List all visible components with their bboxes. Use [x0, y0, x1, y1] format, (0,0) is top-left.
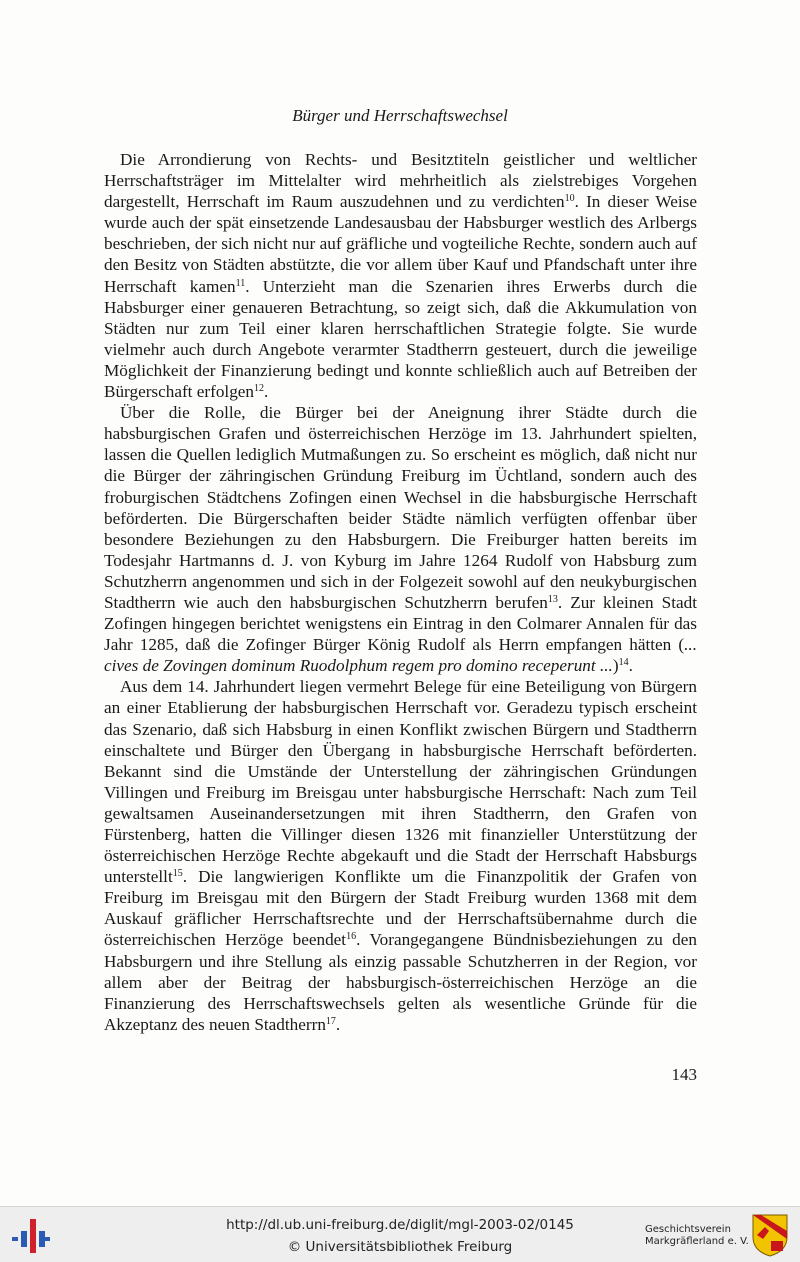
- footnote-ref: 10: [564, 193, 575, 205]
- society-name: [645, 1224, 749, 1248]
- coat-of-arms-icon: [751, 1213, 789, 1257]
- viewer-footer: [0, 1206, 800, 1262]
- text-run: .: [335, 1014, 341, 1034]
- text-run: Die Arrondierung von Rechts- und Besitztiteln geistlicher und weltlicher Herrschaftsträger im Mittelalter wird mehrheitlich als zielstrebiges Vorgehen dargestellt, Herrschaft im Raum auszudehnen und zu verdichten: [104, 150, 697, 212]
- text-run: Aus dem 14. Jahrhundert liegen vermehrt Belege für eine Beteiligung von Bürgern an einer Etablierung der habsburgischen Herrschaft vor. Geradezu typisch erscheint das Szenario, daß sich Habsburg in einen Konflikt zwischen Bürgern und Stadtherrn einschaltete und Bürger den Übergang in habsburgische Herrschaft beförderten. Bekannt sind die Umstände der Unterstellung der zähringischen Gründungen Villingen und Freiburg im Breisgau unter habsburgische Herrschaft: Nach zum Teil gewaltsamen Auseinandersetzungen mit ihren Stadtherrn, den Grafen von Fürstenberg, hatten die Villinger diesen 1326 mit finanzieller Unterstützung der österreichischen Herzöge Rechte abgekauft und die Stadt der Herrschaft Habsburgs unterstellt: [104, 677, 697, 887]
- text-run: . In dieser Weise wurde auch der spät einsetzende Landesausbau der Habsburger westlich des Arlbergs beschrieben, der sich nicht nur auf gräfliche und vogteiliche Rechte, sondern auch auf den Besitz von Städten abstützte, die vor allem über Kauf und Pfandschaft unter ihre Herrschaft kamen: [104, 192, 697, 296]
- footnote-ref: 12: [254, 383, 265, 395]
- footnote-ref: 17: [325, 1015, 336, 1027]
- text-run: .: [264, 382, 269, 402]
- latin-quotation: ... cives de Zovingen dominum Ruodolphum regem pro domino receperunt ...: [104, 635, 697, 676]
- footnote-ref: 13: [547, 593, 558, 605]
- paragraph-3: [104, 676, 697, 1035]
- society-name-line1: Geschichtsverein: [645, 1224, 731, 1235]
- footnote-ref: 11: [235, 277, 246, 289]
- running-head: Bürger und Herrschaftswechsel: [292, 106, 508, 125]
- text-run: Über die Rolle, die Bürger bei der Aneignung ihrer Städte durch die habsburgischen Grafen und österreichischen Herzöge im 13. Jahrhundert spielten, lassen die Quellen lediglich Mutmaßungen zu. So erscheint es möglich, daß nicht nur die Bürger der zähringischen Gründung Freiburg im Üchtland, sondern auch des froburgischen Städtchens Zofingen einen Wechsel in die habsburgische Herrschaft beförderten. Die Bürgerschaften beider Städte nämlich verfügten offenbar über besondere Beziehungen zu den Habsburgern. Die Freiburger hatten bereits im Todesjahr Hartmanns d. J. von Kyburg im Jahre 1264 Rudolf von Habsburg zum Schutzherrn angenommen und sich in der Folgezeit sowohl auf den neukyburgischen Stadtherrn wie auch den habsburgischen Schutzherrn berufen: [104, 403, 697, 612]
- text-run: . Die langwierigen Konflikte um die Finanzpolitik der Grafen von Freiburg im Breisgau mit den Bürgern der Stadt Freiburg wurden 1368 mit dem Auskauf gräflicher Herrschaftsrechte und der Herrschaftsübernahme durch die österreichischen Herzöge beendet: [104, 867, 697, 950]
- footnote-ref: 15: [172, 868, 183, 880]
- ub-freiburg-logo-icon[interactable]: [12, 1217, 50, 1253]
- footer-url-link[interactable]: http://dl.ub.uni-freiburg.de/diglit/mgl-2003-02/0145: [226, 1217, 574, 1233]
- text-run: . Unterzieht man die Szenarien ihres Erwerbs durch die Habsburger einer genaueren Betrachtung, so zeigt sich, daß die Akkumulation von Städten nur zum Teil einer klaren herrschaftlichen Strategie folgte. Sie wurde vielmehr auch durch Angebote verarmter Stadtherrn gesteuert, durch die jeweilige Möglichkeit der Finanzierung bedingt und konnte schließlich auch auf Betreiben der Bürgerschaft erfolgen: [104, 276, 698, 402]
- body-text: [104, 149, 697, 1035]
- page-number: 143: [671, 1065, 697, 1084]
- society-name-line2: Markgräflerland e. V.: [645, 1236, 749, 1247]
- footer-copyright: © Universitätsbibliothek Freiburg: [287, 1239, 513, 1255]
- text-run: ): [612, 656, 619, 676]
- text-run: .: [628, 656, 633, 676]
- footnote-ref: 14: [618, 657, 629, 669]
- footnote-ref: 16: [346, 931, 357, 943]
- paragraph-2: [104, 402, 697, 676]
- paragraph-1: [104, 149, 697, 402]
- text-run: . Zur kleinen Stadt Zofingen hingegen berichtet wenigstens ein Eintrag in den Colmarer Annalen für das Jahr 1285, daß die Zofinger Bürger König Rudolf als Herrn empfangen hätten (: [104, 592, 697, 655]
- text-run: . Vorangegangene Bündnisbeziehungen zu den Habsburgern und ihre Stellung als einzig passable Schutzherren in der Region, vor allem aber der Beitrag der habsburgisch-österreichischen Herzöge an die Finanzierung des Herrschaftswechsels gelten als wesentliche Gründe für die Akzeptanz des neuen Stadtherrn: [104, 930, 697, 1034]
